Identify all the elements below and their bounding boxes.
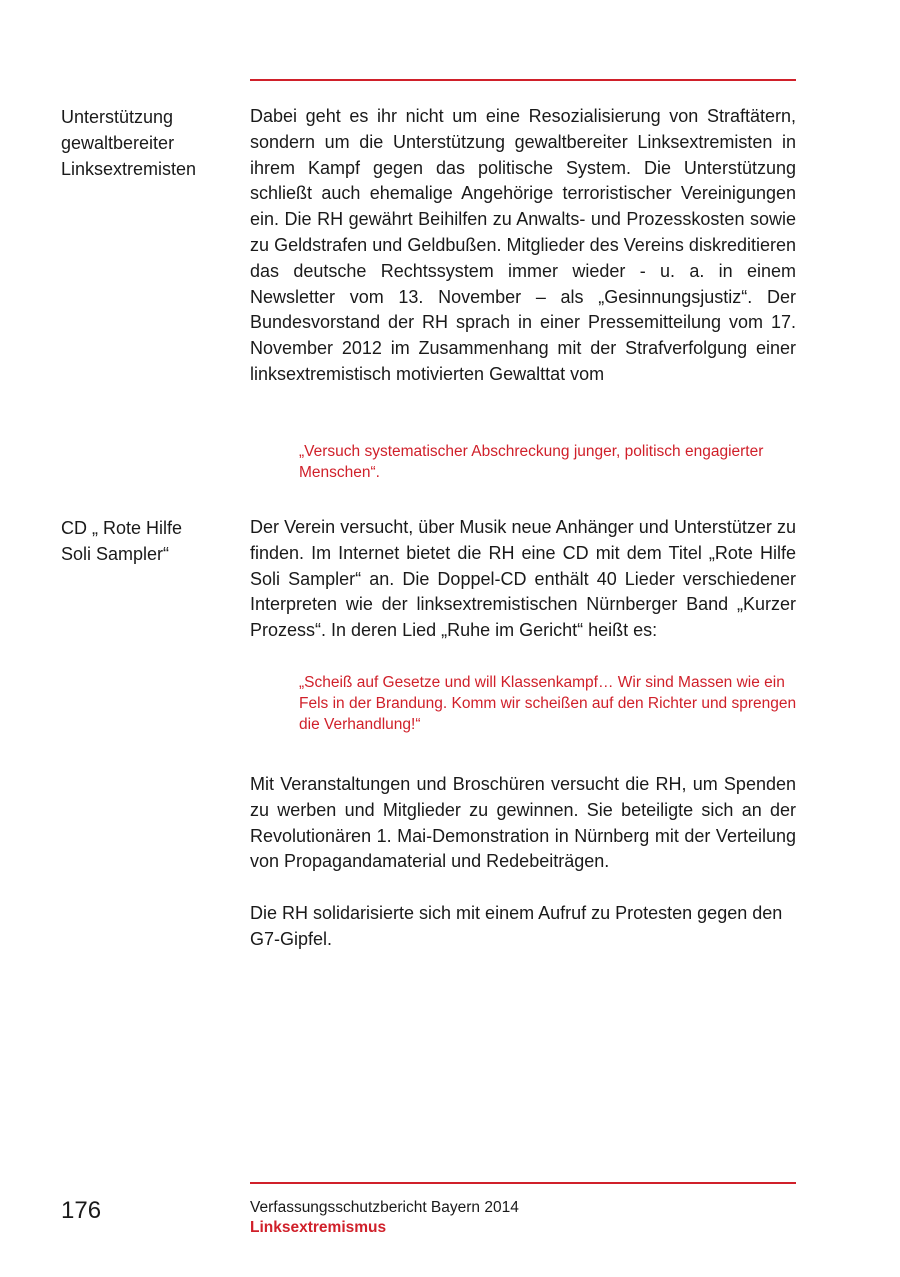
quote-deterrence: „Versuch systematischer Abschreckung junger, politisch engagierter Menschen“. xyxy=(299,443,764,481)
footer-rule xyxy=(250,1182,796,1184)
side-note-line: Unterstützung xyxy=(61,107,174,127)
side-note-line: Linksextremisten xyxy=(61,159,197,179)
paragraph-support: Dabei geht es ihr nicht um eine Resozialisierung von Straftätern, sondern um die Unterstützung gewaltbereiter Linksextremisten in ihrem Kampf gegen das politische System. Die Unterstützung schließt auch ehemalige Angehörige terroristischer Vereinigungen ein. Die RH gewährt Beihilfen zu Anwalts- und Prozesskosten sowie zu Geldstrafen und Geldbußen. Mitglieder des Vereins diskreditieren das deutsche Rechtssystem immer wieder - u. a. in einem Newsletter vom 13. November – als „Gesinnungsjustiz“. Der Bundesvorstand der RH sprach in einer Pressemitteilung vom 17. November 2012 im Zusammenhang mit der Strafverfolgung einer linksextremistisch motivierten Gewalttat vom xyxy=(250,106,796,384)
side-note-line: Soli Sampler“ xyxy=(61,544,170,564)
page-number: 176 xyxy=(61,1197,102,1224)
paragraph-g7: Die RH solidarisierte sich mit einem Aufruf zu Protesten gegen den G7-Gipfel. xyxy=(250,903,783,949)
footer-subtitle: Linksextremismus xyxy=(250,1219,387,1236)
quote-song-lyrics: „Scheiß auf Gesetze und will Klassenkampf… Wir sind Massen wie ein Fels in der Brandung. Komm wir scheißen auf den Richter und sprengen die Verhandlung!“ xyxy=(299,674,797,733)
side-note-cd xyxy=(61,515,236,567)
paragraph-music: Der Verein versucht, über Musik neue Anhänger und Unterstützer zu finden. Im Internet bietet die RH eine CD mit dem Titel „Rote Hilfe Soli Sampler“ an. Die Doppel-CD enthält 40 Lieder verschiedener Interpreten wie der linksextremistischen Nürnberger Band „Kurzer Prozess“. In deren Lied „Ruhe im Gericht“ heißt es: xyxy=(250,517,796,641)
side-note-line: gewaltbereiter xyxy=(61,133,175,153)
header-rule xyxy=(250,79,796,81)
side-note-support xyxy=(61,104,236,182)
footer-title: Verfassungsschutzbericht Bayern 2014 xyxy=(250,1199,519,1216)
side-note-line: CD „ Rote Hilfe xyxy=(61,518,183,538)
paragraph-events: Mit Veranstaltungen und Broschüren versucht die RH, um Spenden zu werben und Mitglieder zu gewinnen. Sie beteiligte sich an der Revolutionären 1. Mai-Demonstration in Nürnberg mit der Verteilung von Propagandamaterial und Redebeiträgen. xyxy=(250,774,796,872)
